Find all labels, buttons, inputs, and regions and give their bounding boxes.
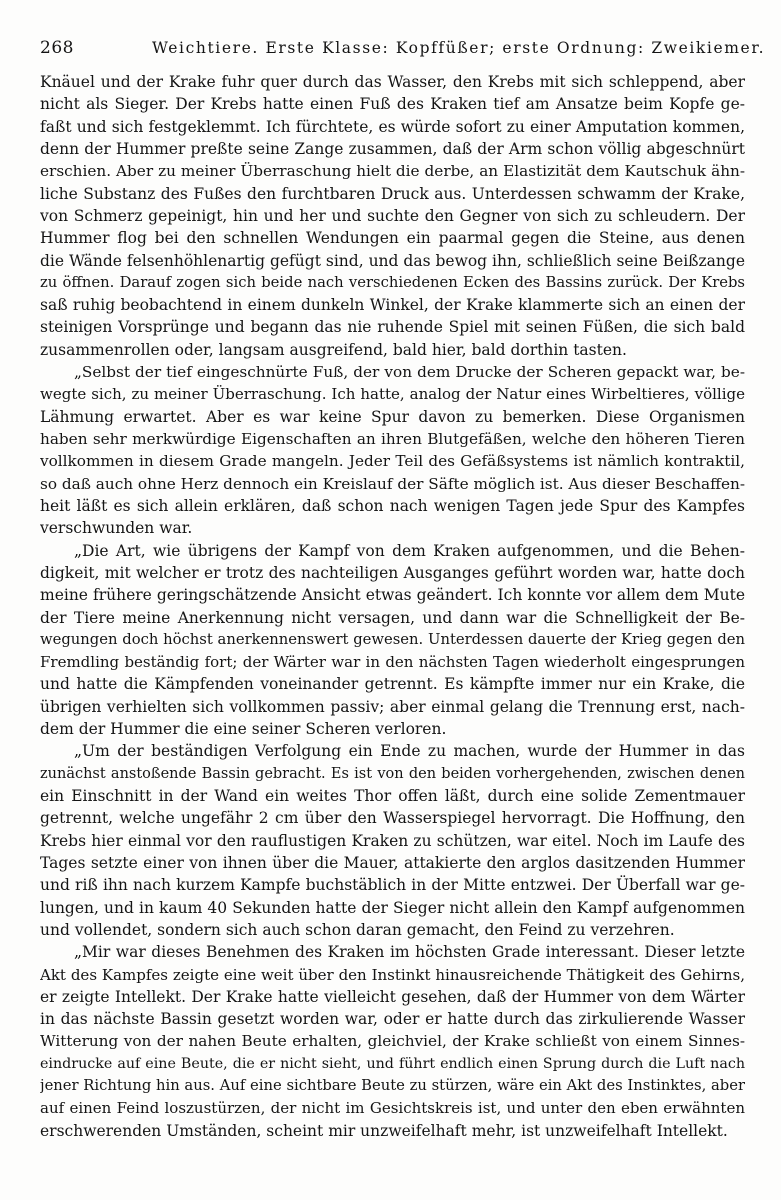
text-line: Akt des Kampfes zeigte eine weit über den Instinkt hinausreichende Thätigkeit des Gehirns, xyxy=(40,965,745,984)
paragraph xyxy=(40,71,745,361)
text-line: der Tiere meine Anerkennung nicht versagen, und dann war die Schnelligkeit der Be- xyxy=(40,608,745,627)
text-line: lungen, und in kaum 40 Sekunden hatte der Sieger nicht allein den Kampf aufgenommen xyxy=(40,898,745,917)
text-line: denn der Hummer preßte seine Zange zusammen, daß der Arm schon völlig abgeschnürt xyxy=(40,139,745,158)
text-line: „Die Art, wie übrigens der Kampf von dem Kraken aufgenommen, und die Behen- xyxy=(74,541,745,560)
text-line: „Mir war dieses Benehmen des Kraken im höchsten Grade interessant. Dieser letzte xyxy=(74,943,745,962)
text-line: Knäuel und der Krake fuhr quer durch das Wasser, den Krebs mit sich schleppend, aber xyxy=(40,73,745,91)
text-line: die Wände felsenhöhlenartig gefügt sind, und das bewog ihn, schließlich seine Beißzange xyxy=(40,251,745,270)
text-line: erschwerenden Umständen, scheint mir unzweifelhaft mehr, ist unzweifelhaft Intellekt. xyxy=(40,1121,728,1140)
text-line: Tages setzte einer von ihnen über die Mauer, attakierte den arglos dasitzenden Hummer xyxy=(40,853,745,872)
text-line: jener Richtung hin aus. Auf eine sichtbare Beute zu stürzen, wäre ein Akt des Instinktes, aber xyxy=(40,1077,745,1095)
text-line: zunächst anstoßende Bassin gebracht. Es ist von den beiden vorhergehenden, zwischen denen xyxy=(40,765,745,782)
paragraph xyxy=(40,361,745,540)
body-text xyxy=(40,71,745,1142)
text-line: wegungen doch höchst anerkennenswert gewesen. Unterdessen dauerte der Krieg gegen den xyxy=(40,630,745,648)
text-line: ein Einschnitt in der Wand ein weites Thor offen läßt, durch eine solide Zementmauer xyxy=(40,787,745,805)
text-line: und vollendet, sondern sich auch schon daran gemacht, den Feind zu verzehren. xyxy=(40,920,675,939)
text-line: zusammenrollen oder, langsam ausgreifend, bald hier, bald dorthin tasten. xyxy=(40,340,627,359)
text-line: faßt und sich festgeklemmt. Ich fürchtete, es würde sofort zu einer Amputation kommen, xyxy=(40,117,745,136)
text-line: und riß ihn nach kurzem Kampfe buchstäblich in der Mitte entzwei. Der Überfall war ge- xyxy=(40,876,745,895)
text-line: dem der Hummer die eine seiner Scheren verloren. xyxy=(40,720,447,739)
text-line: eindrucke auf eine Beute, die er nicht sieht, und führt endlich einen Sprung durch die Luft nach xyxy=(40,1055,745,1072)
text-line: so daß auch ohne Herz dennoch ein Kreislauf der Säfte möglich ist. Aus dieser Beschaffen- xyxy=(40,474,745,493)
text-line: nicht als Sieger. Der Krebs hatte einen Fuß des Kraken tief am Ansatze beim Kopfe ge- xyxy=(40,95,745,114)
text-line: „Selbst der tief eingeschnürte Fuß, der von dem Drucke der Scheren gepackt war, be- xyxy=(74,363,745,382)
text-line: vollkommen in diesem Grade mangeln. Jeder Teil des Gefäßsystems ist nämlich kontraktil, xyxy=(40,452,745,471)
text-line: steinigen Vorsprünge und begann das nie ruhende Spiel mit seinen Füßen, die sich bald xyxy=(40,318,745,337)
text-line: verschwunden war. xyxy=(40,519,193,538)
text-line: er zeigte Intellekt. Der Krake hatte vielleicht gesehen, daß der Hummer von dem Wärter xyxy=(40,987,745,1006)
text-line: wegte sich, zu meiner Überraschung. Ich hatte, analog der Natur eines Wirbeltieres, völlige xyxy=(40,385,745,404)
paragraph xyxy=(40,540,745,741)
text-line: erschien. Aber zu meiner Überraschung hielt die derbe, an Elastizität dem Kautschuk ähn- xyxy=(40,162,745,181)
text-line: „Um der beständigen Verfolgung ein Ende zu machen, wurde der Hummer in das xyxy=(74,742,745,761)
running-head: Weichtiere. Erste Klasse: Kopffüßer; erste Ordnung: Zweikiemer. xyxy=(152,39,766,57)
page-header xyxy=(40,38,766,62)
text-line: meine frühere geringschätzende Ansicht etwas geändert. Ich konnte vor allem dem Mute xyxy=(40,586,745,605)
text-line: Krebs hier einmal vor den rauflustigen Kraken zu schützen, war eitel. Noch im Laufe des xyxy=(40,831,745,850)
text-line: liche Substanz des Fußes den furchtbaren Druck aus. Unterdessen schwamm der Krake, xyxy=(40,184,745,203)
paragraph xyxy=(40,941,745,1142)
page-number: 268 xyxy=(40,38,74,58)
text-line: haben sehr merkwürdige Eigenschaften an ihren Blutgefäßen, welche den höheren Tieren xyxy=(40,430,745,448)
text-line: und hatte die Kämpfenden voneinander getrennt. Es kämpfte immer nur ein Krake, die xyxy=(40,675,745,694)
text-line: digkeit, mit welcher er trotz des nachteiligen Ausganges geführt worden war, hatte doch xyxy=(40,563,745,582)
text-line: Hummer flog bei den schnellen Wendungen ein paarmal gegen die Steine, aus denen xyxy=(40,229,745,248)
text-line: Witterung von der nahen Beute erhalten, gleichviel, der Krake schließt von einem Sinnes- xyxy=(40,1032,745,1051)
text-line: getrennt, welche ungefähr 2 cm über den Wasserspiegel hervorragt. Die Hoffnung, den xyxy=(40,809,745,828)
text-line: Fremdling beständig fort; der Wärter war in den nächsten Tagen wiederholt eingesprungen xyxy=(40,653,745,672)
text-line: übrigen verhielten sich vollkommen passiv; aber einmal gelang die Trennung erst, nach- xyxy=(40,697,745,716)
paragraph xyxy=(40,740,745,941)
text-line: Lähmung erwartet. Aber es war keine Spur davon zu bemerken. Diese Organismen xyxy=(40,407,745,426)
text-line: saß ruhig beobachtend in einem dunkeln Winkel, der Krake klammerte sich an einen der xyxy=(40,296,745,315)
text-line: auf einen Feind loszustürzen, der nicht im Gesichtskreis ist, und unter den eben erwähnten xyxy=(40,1099,745,1118)
text-line: in das nächste Bassin gesetzt worden war, oder er hatte durch das zirkulierende Wasser xyxy=(40,1010,745,1029)
text-line: von Schmerz gepeinigt, hin und her und suchte den Gegner von sich zu schleudern. Der xyxy=(40,206,745,225)
text-line: heit läßt es sich allein erklären, daß schon nach wenigen Tagen jede Spur des Kampfes xyxy=(40,496,745,515)
text-line: zu öffnen. Darauf zogen sich beide nach verschiedenen Ecken des Bassins zurück. Der Krebs xyxy=(40,273,745,291)
